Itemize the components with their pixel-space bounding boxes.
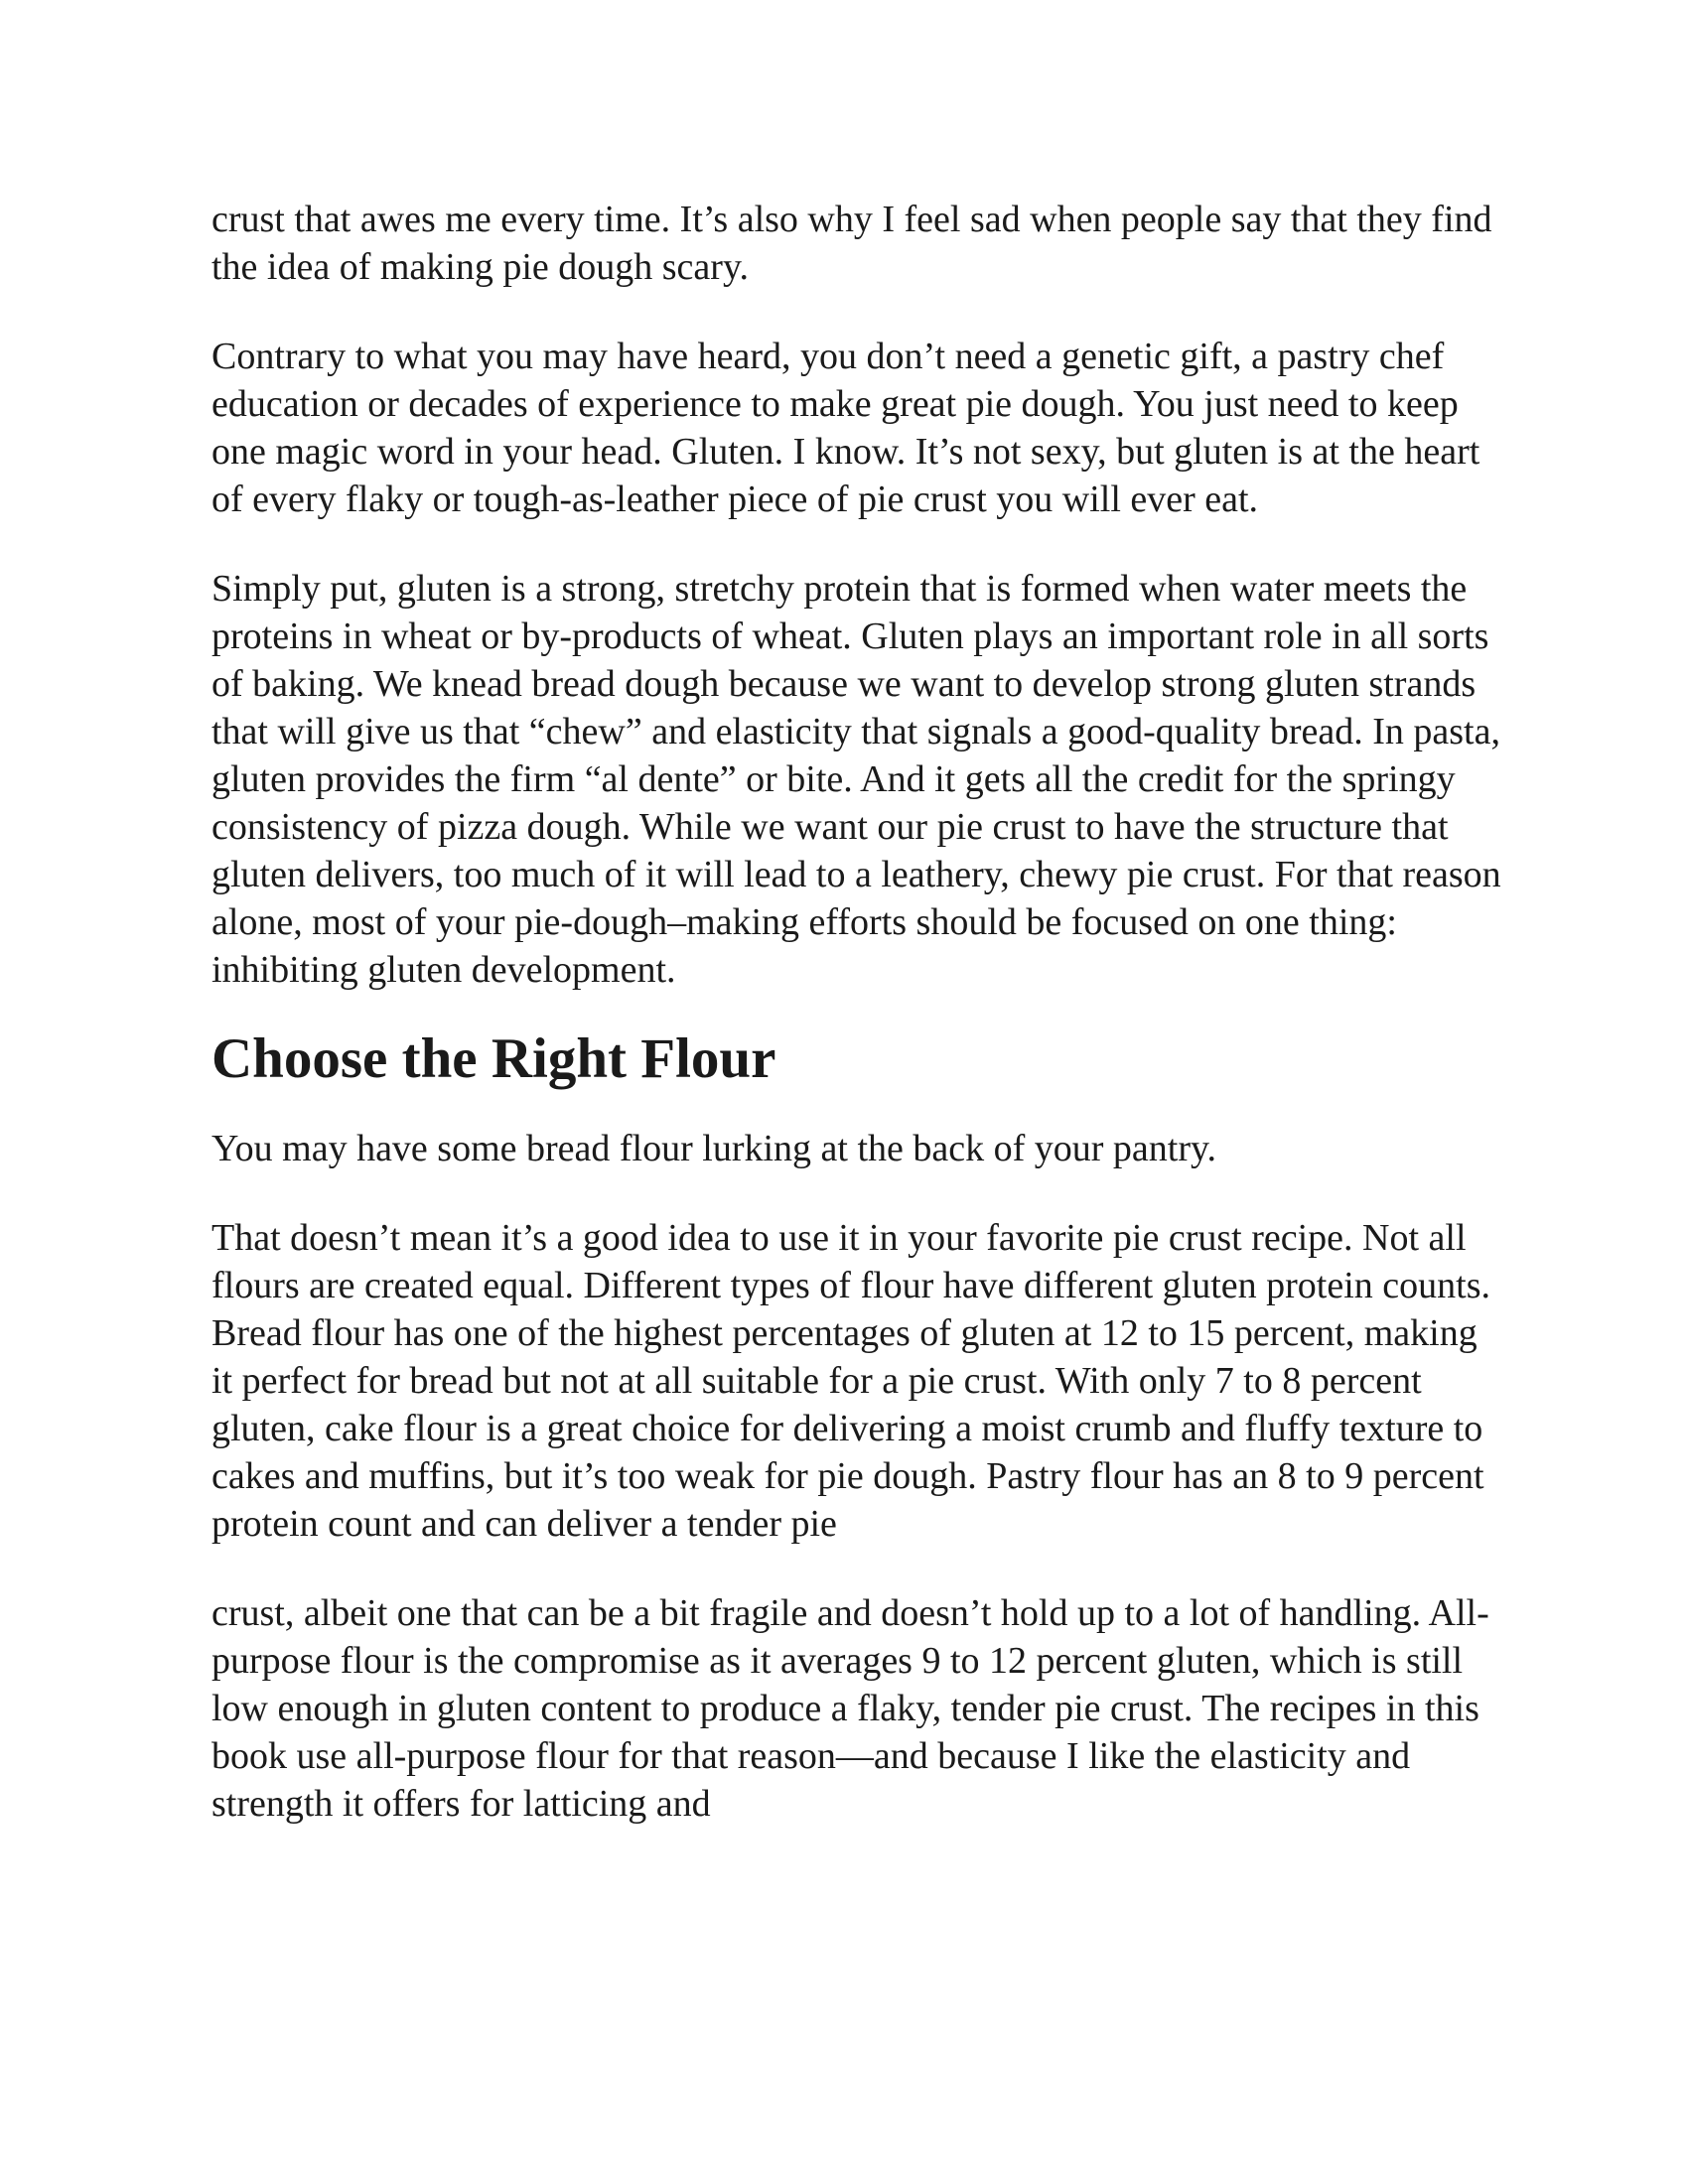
paragraph-crust-awes: crust that awes me every time. It’s also why I feel sad when people say that they find the idea of making pie dough scary. — [211, 199, 1492, 288]
document-page — [211, 196, 1502, 1869]
paragraph-flour-types: That doesn’t mean it’s a good idea to use it in your favorite pie crust recipe. Not all flours are created equal. Different types of flour have different gluten protein counts. Bread flour has one of the highest percentages of gluten at 12 to 15 percent, making it perfect for bread but not at all suitable for a pie crust. With only 7 to 8 percent gluten, cake flour is a great choice for delivering a moist crumb and fluffy texture to cakes and muffins, but it’s too weak for pie dough. Pastry flour has an 8 to 9 percent protein count and can deliver a tender pie — [211, 1217, 1490, 1545]
paragraph-bread-flour: You may have some bread flour lurking at the back of your pantry. — [211, 1128, 1217, 1169]
paragraph-gluten-definition: Simply put, gluten is a strong, stretchy protein that is formed when water meets the proteins in wheat or by-products of wheat. Gluten plays an important role in all sorts of baking. We knead bread dough because we want to develop strong gluten strands that will give us that “chew” and elasticity that signals a good-quality bread. In pasta, gluten provides the firm “al dente” or bite. And it gets all the credit for the springy consistency of pizza dough. While we want our pie crust to have the structure that gluten delivers, too much of it will lead to a leathery, chewy pie crust. For that reason alone, most of your pie-dough–making efforts should be focused on one thing: inhibiting gluten development. — [211, 568, 1501, 991]
section-heading: Choose the Right Flour — [211, 1027, 776, 1090]
paragraph-all-purpose-flour: crust, albeit one that can be a bit fragile and doesn’t hold up to a lot of handling. All-purpose flour is the compromise as it averages 9 to 12 percent gluten, which is still low enough in gluten content to produce a flaky, tender pie crust. The recipes in this book use all-purpose flour for that reason—and because I like the elasticity and strength it offers for latticing and — [211, 1592, 1489, 1825]
paragraph-gluten-magic-word: Contrary to what you may have heard, you don’t need a genetic gift, a pastry chef education or decades of experience to make great pie dough. You just need to keep one magic word in your head. Gluten. I know. It’s not sexy, but gluten is at the heart of every flaky or tough-as-leather piece of pie crust you will ever eat. — [211, 336, 1480, 520]
